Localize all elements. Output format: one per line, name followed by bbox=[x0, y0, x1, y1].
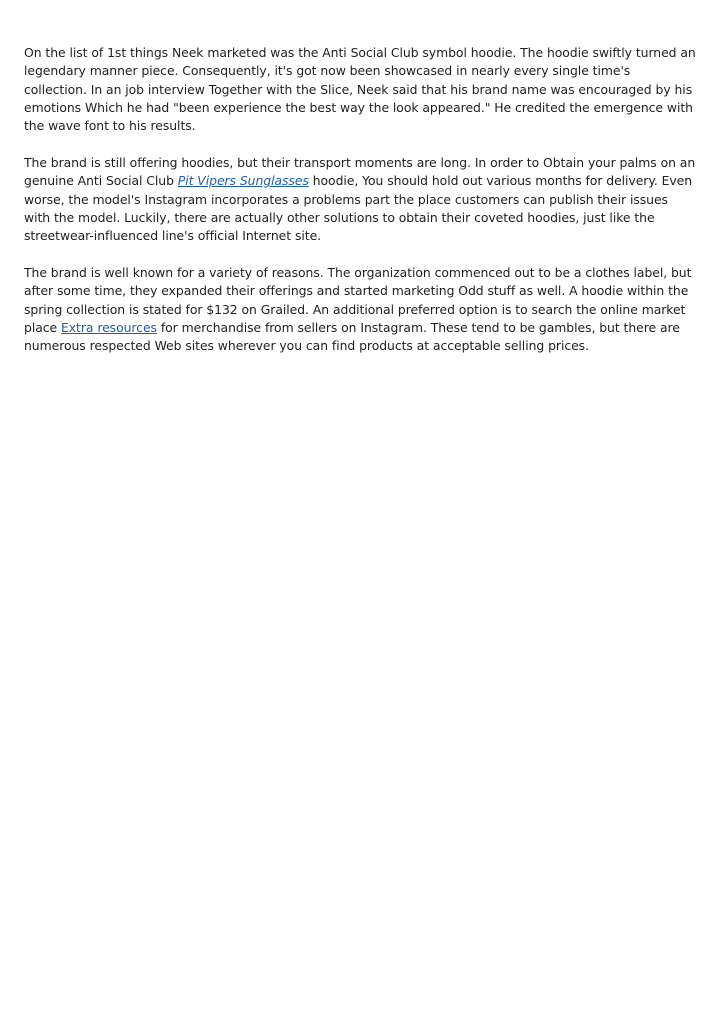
paragraph-2-text-after: hoodie, You should hold out various months for delivery. Even worse, the model's Instagram incorporates a problems part the place customers can publish their issues with the model. Luckily, there are actually other solutions to obtain their coveted hoodies, just like the streetwear-influenced line's official Internet site. bbox=[24, 173, 693, 244]
paragraph-1 bbox=[24, 44, 696, 135]
paragraph-1-text: On the list of 1st things Neek marketed was the Anti Social Club symbol hoodie. The hoodie swiftly turned an legendary manner piece. Consequently, it's got now been showcased in nearly every single time's collection. In an job interview Together with the Slice, Neek said that his brand name was encouraged by his emotions Which he had "been experience the best way the look appeared." He credited the emergence with the wave font to his results. bbox=[24, 45, 696, 134]
paragraph-3-text-after: for merchandise from sellers on Instagram. These tend to be gambles, but there are numerous respected Web sites wherever you can find products at acceptable selling prices. bbox=[24, 319, 680, 354]
paragraph-2-text-before: The brand is still offering hoodies, but their transport moments are long. In order to Obtain your palms on an genuine Anti Social Club bbox=[24, 154, 696, 189]
paragraph-2 bbox=[24, 154, 696, 245]
pit-vipers-link[interactable]: Pit Vipers Sunglasses bbox=[177, 173, 309, 189]
paragraph-3 bbox=[24, 264, 696, 355]
extra-resources-link[interactable]: Extra resources bbox=[60, 319, 157, 335]
document-page bbox=[24, 44, 696, 374]
paragraph-3-text-before: The brand is well known for a variety of reasons. The organization commenced out to be a clothes label, but after some time, they expanded their offerings and started marketing Odd stuff as well. A hoodie within the spring collection is stated for $132 on Grailed. An additional preferred option is to search the online market place bbox=[24, 264, 692, 335]
